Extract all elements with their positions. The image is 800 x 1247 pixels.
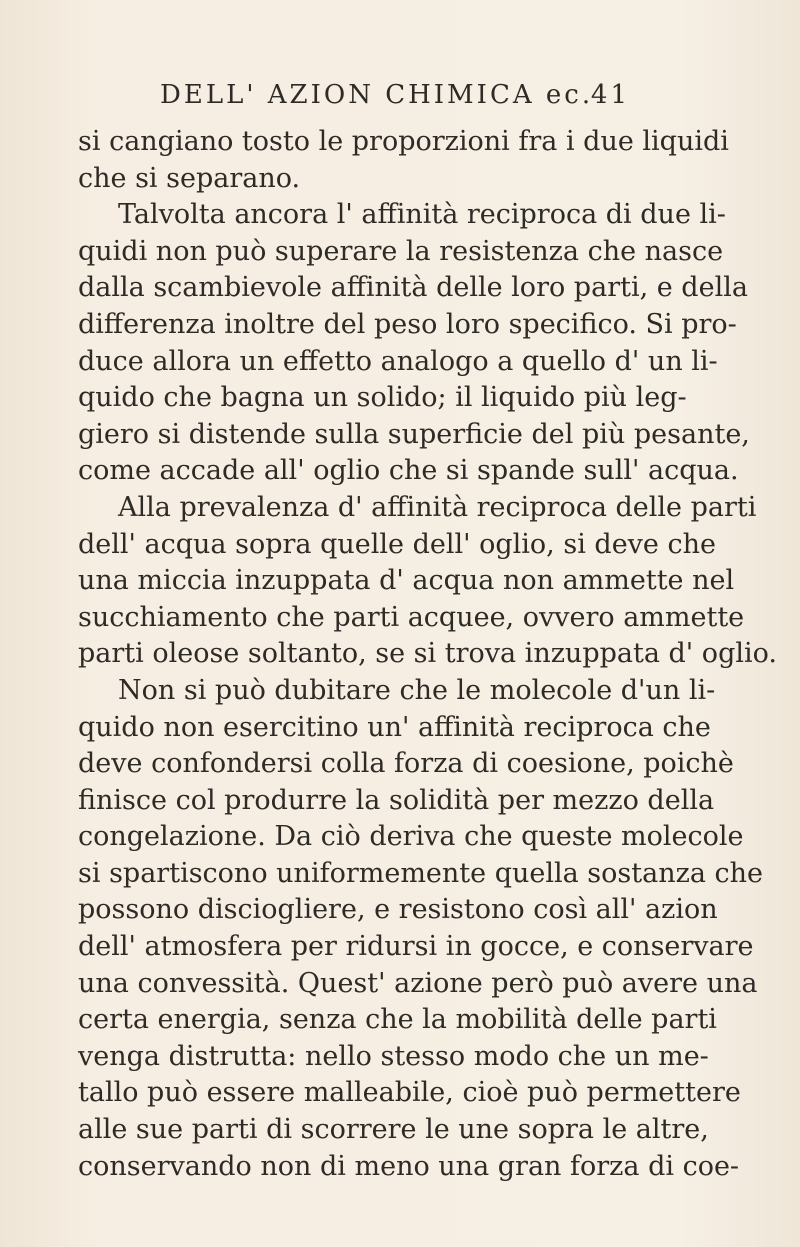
- text-line: quido non esercitino un' affinità reciproca che: [78, 711, 711, 743]
- text-line: si cangiano tosto le proporzioni fra i due liquidi: [78, 126, 729, 157]
- text-line: dell' atmosfera per ridursi in gocce, e conservare: [78, 931, 754, 963]
- text-line: Talvolta ancora l' affinità reciproca di due li-: [118, 199, 726, 231]
- text-line: giero si distende sulla superficie del più pesante,: [78, 418, 750, 450]
- text-line: una convessità. Quest' azione però può avere una: [78, 967, 758, 999]
- text-line: congelazione. Da ciò deriva che queste molecole: [78, 821, 744, 853]
- text-line: deve confondersi colla forza di coesione, poichè: [78, 748, 734, 780]
- text-line: Non si può dubitare che le molecole d'un li-: [118, 674, 716, 706]
- running-head-title: DELL' AZION CHIMICA ec.: [160, 80, 594, 110]
- text-line: tallo può essere malleabile, cioè può permettere: [78, 1077, 741, 1109]
- text-line: parti oleose soltanto, se si trova inzuppata d' oglio.: [78, 638, 777, 670]
- text-line: certa energia, senza che la mobilità delle parti: [78, 1004, 717, 1036]
- text-line: possono disciogliere, e resistono così all' azion: [78, 894, 718, 926]
- text-line: finisce col produrre la solidità per mezzo della: [78, 784, 715, 816]
- text-line: succhiamento che parti acquee, ovvero ammette: [78, 601, 745, 633]
- text-line: come accade all' oglio che si spande sull' acqua.: [78, 455, 739, 487]
- text-line: quido che bagna un solido; il liquido più leg-: [78, 382, 687, 414]
- page-number: 41: [590, 80, 630, 110]
- text-line: una miccia inzuppata d' acqua non ammette nel: [78, 565, 735, 597]
- text-line: Alla prevalenza d' affinità reciproca delle parti: [118, 491, 757, 523]
- text-line: duce allora un effetto analogo a quello d' un li-: [78, 345, 718, 377]
- text-line: si spartiscono uniformemente quella sostanza che: [78, 857, 763, 889]
- text-line: dalla scambievole affinità delle loro parti, e della: [78, 272, 748, 304]
- text-line: venga distrutta: nello stesso modo che un me-: [78, 1040, 709, 1072]
- text-line: differenza inoltre del peso loro specifico. Si pro-: [78, 308, 737, 340]
- text-line: alle sue parti di scorrere le une sopra le altre,: [78, 1114, 709, 1146]
- text-line: conservando non di meno una gran forza di coe-: [78, 1150, 740, 1182]
- text-line: dell' acqua sopra quelle dell' oglio, si deve che: [78, 528, 716, 560]
- text-line: che si separano.: [78, 162, 301, 194]
- running-head: [160, 80, 630, 120]
- body-text: [78, 124, 777, 1185]
- text-line: quidi non può superare la resistenza che nasce: [78, 235, 724, 267]
